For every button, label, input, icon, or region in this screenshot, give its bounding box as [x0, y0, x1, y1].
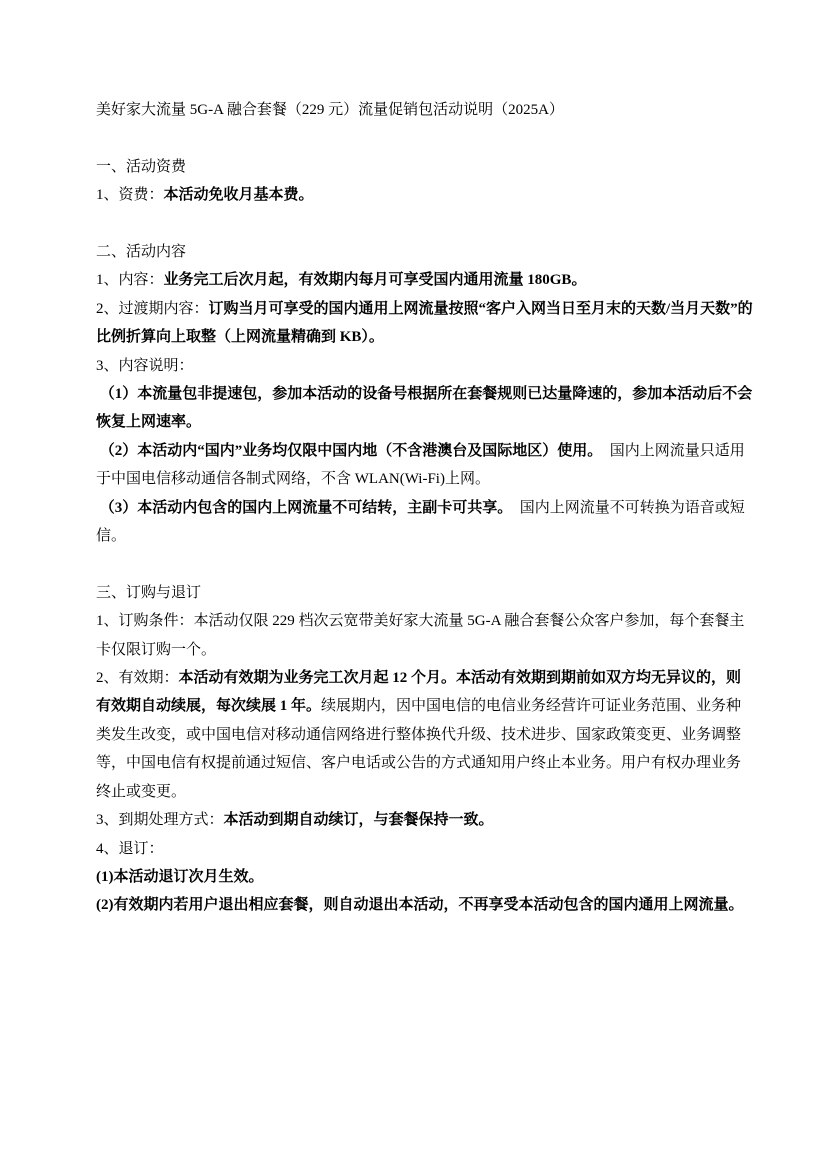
text-run: 2、过渡期内容：	[96, 300, 209, 317]
document-title	[96, 96, 754, 124]
text-run-bold: （2）本活动内“国内”业务均仅限中国内地（不含港澳台及国际地区）使用。	[96, 442, 595, 459]
paragraph	[96, 181, 754, 209]
text-run: 3、内容说明：	[96, 357, 194, 374]
heading-text: 二、活动内容	[96, 244, 187, 260]
paragraph	[96, 806, 754, 834]
paragraph	[96, 352, 754, 380]
document-content	[96, 96, 754, 920]
paragraph	[96, 494, 754, 551]
paragraph	[96, 607, 754, 664]
text-run-bold: （1）本流量包非提速包，参加本活动的设备号根据所在套餐规则已达量降速的，参加本活动后不会恢复上网速率。	[96, 386, 753, 431]
section-activity-content	[96, 238, 754, 550]
section-heading	[96, 238, 754, 266]
text-run: 1、订购条件：本活动仅限 229 档次云宽带美好家大流量 5G-A 融合套餐公众客户参加，每个套餐主卡仅限订购一个。	[96, 613, 745, 658]
text-run: 1、内容：	[96, 272, 164, 289]
text-run: 3、到期处理方式：	[96, 812, 224, 829]
section-heading	[96, 153, 754, 181]
section-activity-fee	[96, 153, 754, 210]
text-run: 国内上网流量不可转换为语音或短信。	[96, 499, 745, 545]
text-run: 2、有效期：	[96, 670, 179, 687]
text-run-bold: 本活动免收月基本费。	[163, 187, 314, 204]
text-run-bold: 订购当月可享受的国内通用上网流量按照“客户入网当日至月末的天数/当月天数”的比例折算向上取整（上网流量精确到 KB）。	[96, 300, 753, 346]
section-heading	[96, 579, 754, 607]
paragraph	[96, 891, 754, 919]
text-run-bold: (1)本活动退订次月生效。	[96, 868, 264, 885]
paragraph	[96, 835, 754, 863]
heading-text: 一、活动资费	[96, 158, 187, 175]
text-run: 4、退订：	[96, 840, 164, 857]
text-run-bold: 本活动到期自动续订，与套餐保持一致。	[223, 812, 494, 829]
text-run-bold: 本活动有效期为业务完工次月起 12 个月。本活动有效期到期前如双方均无异议的，则有效期自动续展，每次续展 1 年。	[96, 670, 742, 715]
section-order-and-unsubscribe	[96, 579, 754, 920]
paragraph	[96, 266, 754, 294]
paragraph	[96, 863, 754, 891]
paragraph	[96, 295, 754, 352]
title-text: 美好家大流量 5G-A 融合套餐（229 元）流量促销包活动说明（2025A）	[96, 102, 564, 118]
paragraph	[96, 437, 754, 494]
text-run: 续展期内，因中国电信的电信业务经营许可证业务范围、业务种类发生改变，或中国电信对移动通信网络进行整体换代升级、技术进步、国家政策变更、业务调整等，中国电信有权提前通过短信、客户电话或公告的方式通知用户终止本业务。用户有权办理业务终止或变更。	[96, 698, 742, 800]
text-run: 国内上网流量只适用于中国电信移动通信各制式网络，不含 WLAN(Wi-Fi)上网。	[96, 442, 745, 488]
text-run-bold: (2)有效期内若用户退出相应套餐，则自动退出本活动，不再享受本活动包含的国内通用上网流量。	[96, 897, 744, 914]
paragraph	[96, 380, 754, 437]
text-run-bold: 业务完工后次月起，有效期内每月可享受国内通用流量 180GB。	[163, 272, 587, 289]
paragraph	[96, 664, 754, 806]
text-run: 1、资费：	[96, 187, 164, 204]
text-run-bold: （3）本活动内包含的国内上网流量不可结转，主副卡可共享。	[96, 499, 505, 516]
heading-text: 三、订购与退订	[96, 584, 202, 601]
